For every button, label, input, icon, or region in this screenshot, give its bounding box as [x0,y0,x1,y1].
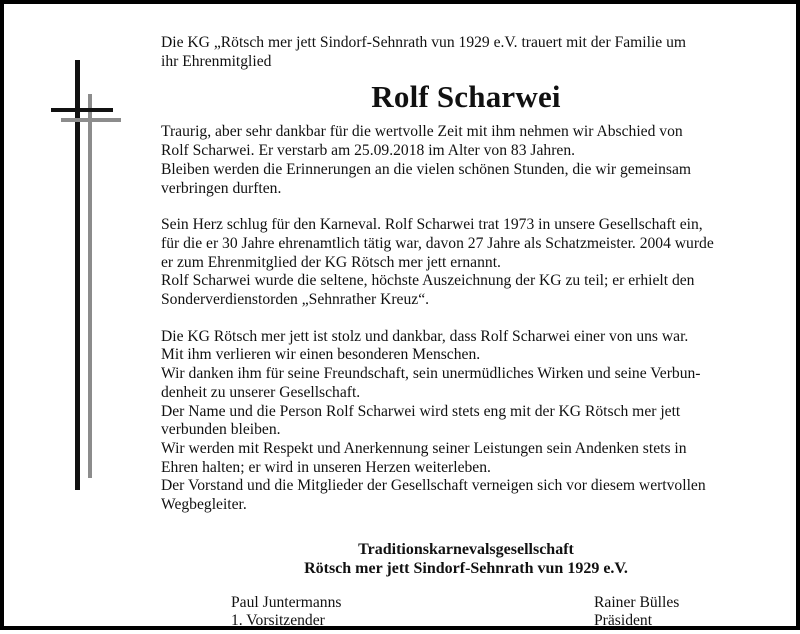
intro-text [161,34,771,71]
paragraph-biography [161,216,771,310]
text-line: Mit ihm verlieren wir einen besonderen Menschen. [161,346,481,364]
organization-type: Traditionskarnevalsgesellschaft [358,540,574,558]
signatory-name: Paul Juntermanns [231,593,342,611]
cross-horizontal-dark [51,108,113,112]
signatory-chair [231,594,341,631]
text-line: er zum Ehrenmitglied der KG Rötsch mer jett ernannt. [161,253,501,271]
text-line: verbringen durften. [161,179,282,197]
text-line: Sonderverdienstorden „Sehnrather Kreuz“. [161,291,430,309]
signatories [161,594,771,634]
cross-horizontal-gray [61,118,121,122]
cross-vertical-dark [75,60,80,490]
text-line: Die KG Rötsch mer jett ist stolz und dankbar, dass Rolf Scharwei einer von uns war. [161,327,689,345]
signatory-role: 1. Vorsitzender [231,612,325,630]
organization-signature [161,540,771,578]
cross-icon [4,4,144,634]
text-line: Wir danken ihm für seine Freundschaft, sein unermüdliches Wirken und seine Verbun- [161,365,701,383]
text-line: denheit zu unserer Gesellschaft. [161,383,361,401]
organization-name: Rötsch mer jett Sindorf-Sehnrath vun 1929 e.V. [304,559,628,577]
text-line: Sein Herz schlug für den Karneval. Rolf Scharwei trat 1973 in unsere Gesellschaft ein, [161,216,703,234]
intro-line: ihr Ehrenmitglied [161,52,272,70]
text-line: Ehren halten; er wird in unseren Herzen weiterleben. [161,458,491,476]
deceased-name: Rolf Scharwei [371,79,561,115]
text-line: Rolf Scharwei wurde die seltene, höchste Auszeichnung der KG zu teil; er erhielt den [161,272,695,290]
paragraph-farewell [161,123,771,198]
signatory-name: Rainer Bülles [594,593,680,611]
cross-vertical-gray [88,94,92,478]
intro-line: Die KG „Rötsch mer jett Sindorf-Sehnrath vun 1929 e.V. trauert mit der Familie um [161,34,687,51]
paragraph-tribute [161,328,771,515]
signatory-role: Präsident [594,612,653,630]
text-line: Der Vorstand und die Mitglieder der Gesellschaft verneigen sich vor diesem wertvollen [161,477,706,495]
text-line: für die er 30 Jahre ehrenamtlich tätig war, davon 27 Jahre als Schatzmeister. 2004 wurde [161,234,714,252]
text-line: Der Name und die Person Rolf Scharwei wird stets eng mit der KG Rötsch mer jett [161,402,681,420]
text-line: Rolf Scharwei. Er verstarb am 25.09.2018 im Alter von 83 Jahren. [161,142,576,160]
notice-content [161,34,771,634]
text-line: Wir werden mit Respekt und Anerkennung seiner Leistungen sein Andenken stets in [161,439,687,457]
text-line: verbunden bleiben. [161,421,281,439]
text-line: Bleiben werden die Erinnerungen an die vielen schönen Stunden, die wir gemeinsam [161,160,692,178]
text-line: Wegbegleiter. [161,496,247,514]
signatory-president [594,594,679,631]
text-line: Traurig, aber sehr dankbar für die wertvolle Zeit mit ihm nehmen wir Abschied von [161,123,683,141]
